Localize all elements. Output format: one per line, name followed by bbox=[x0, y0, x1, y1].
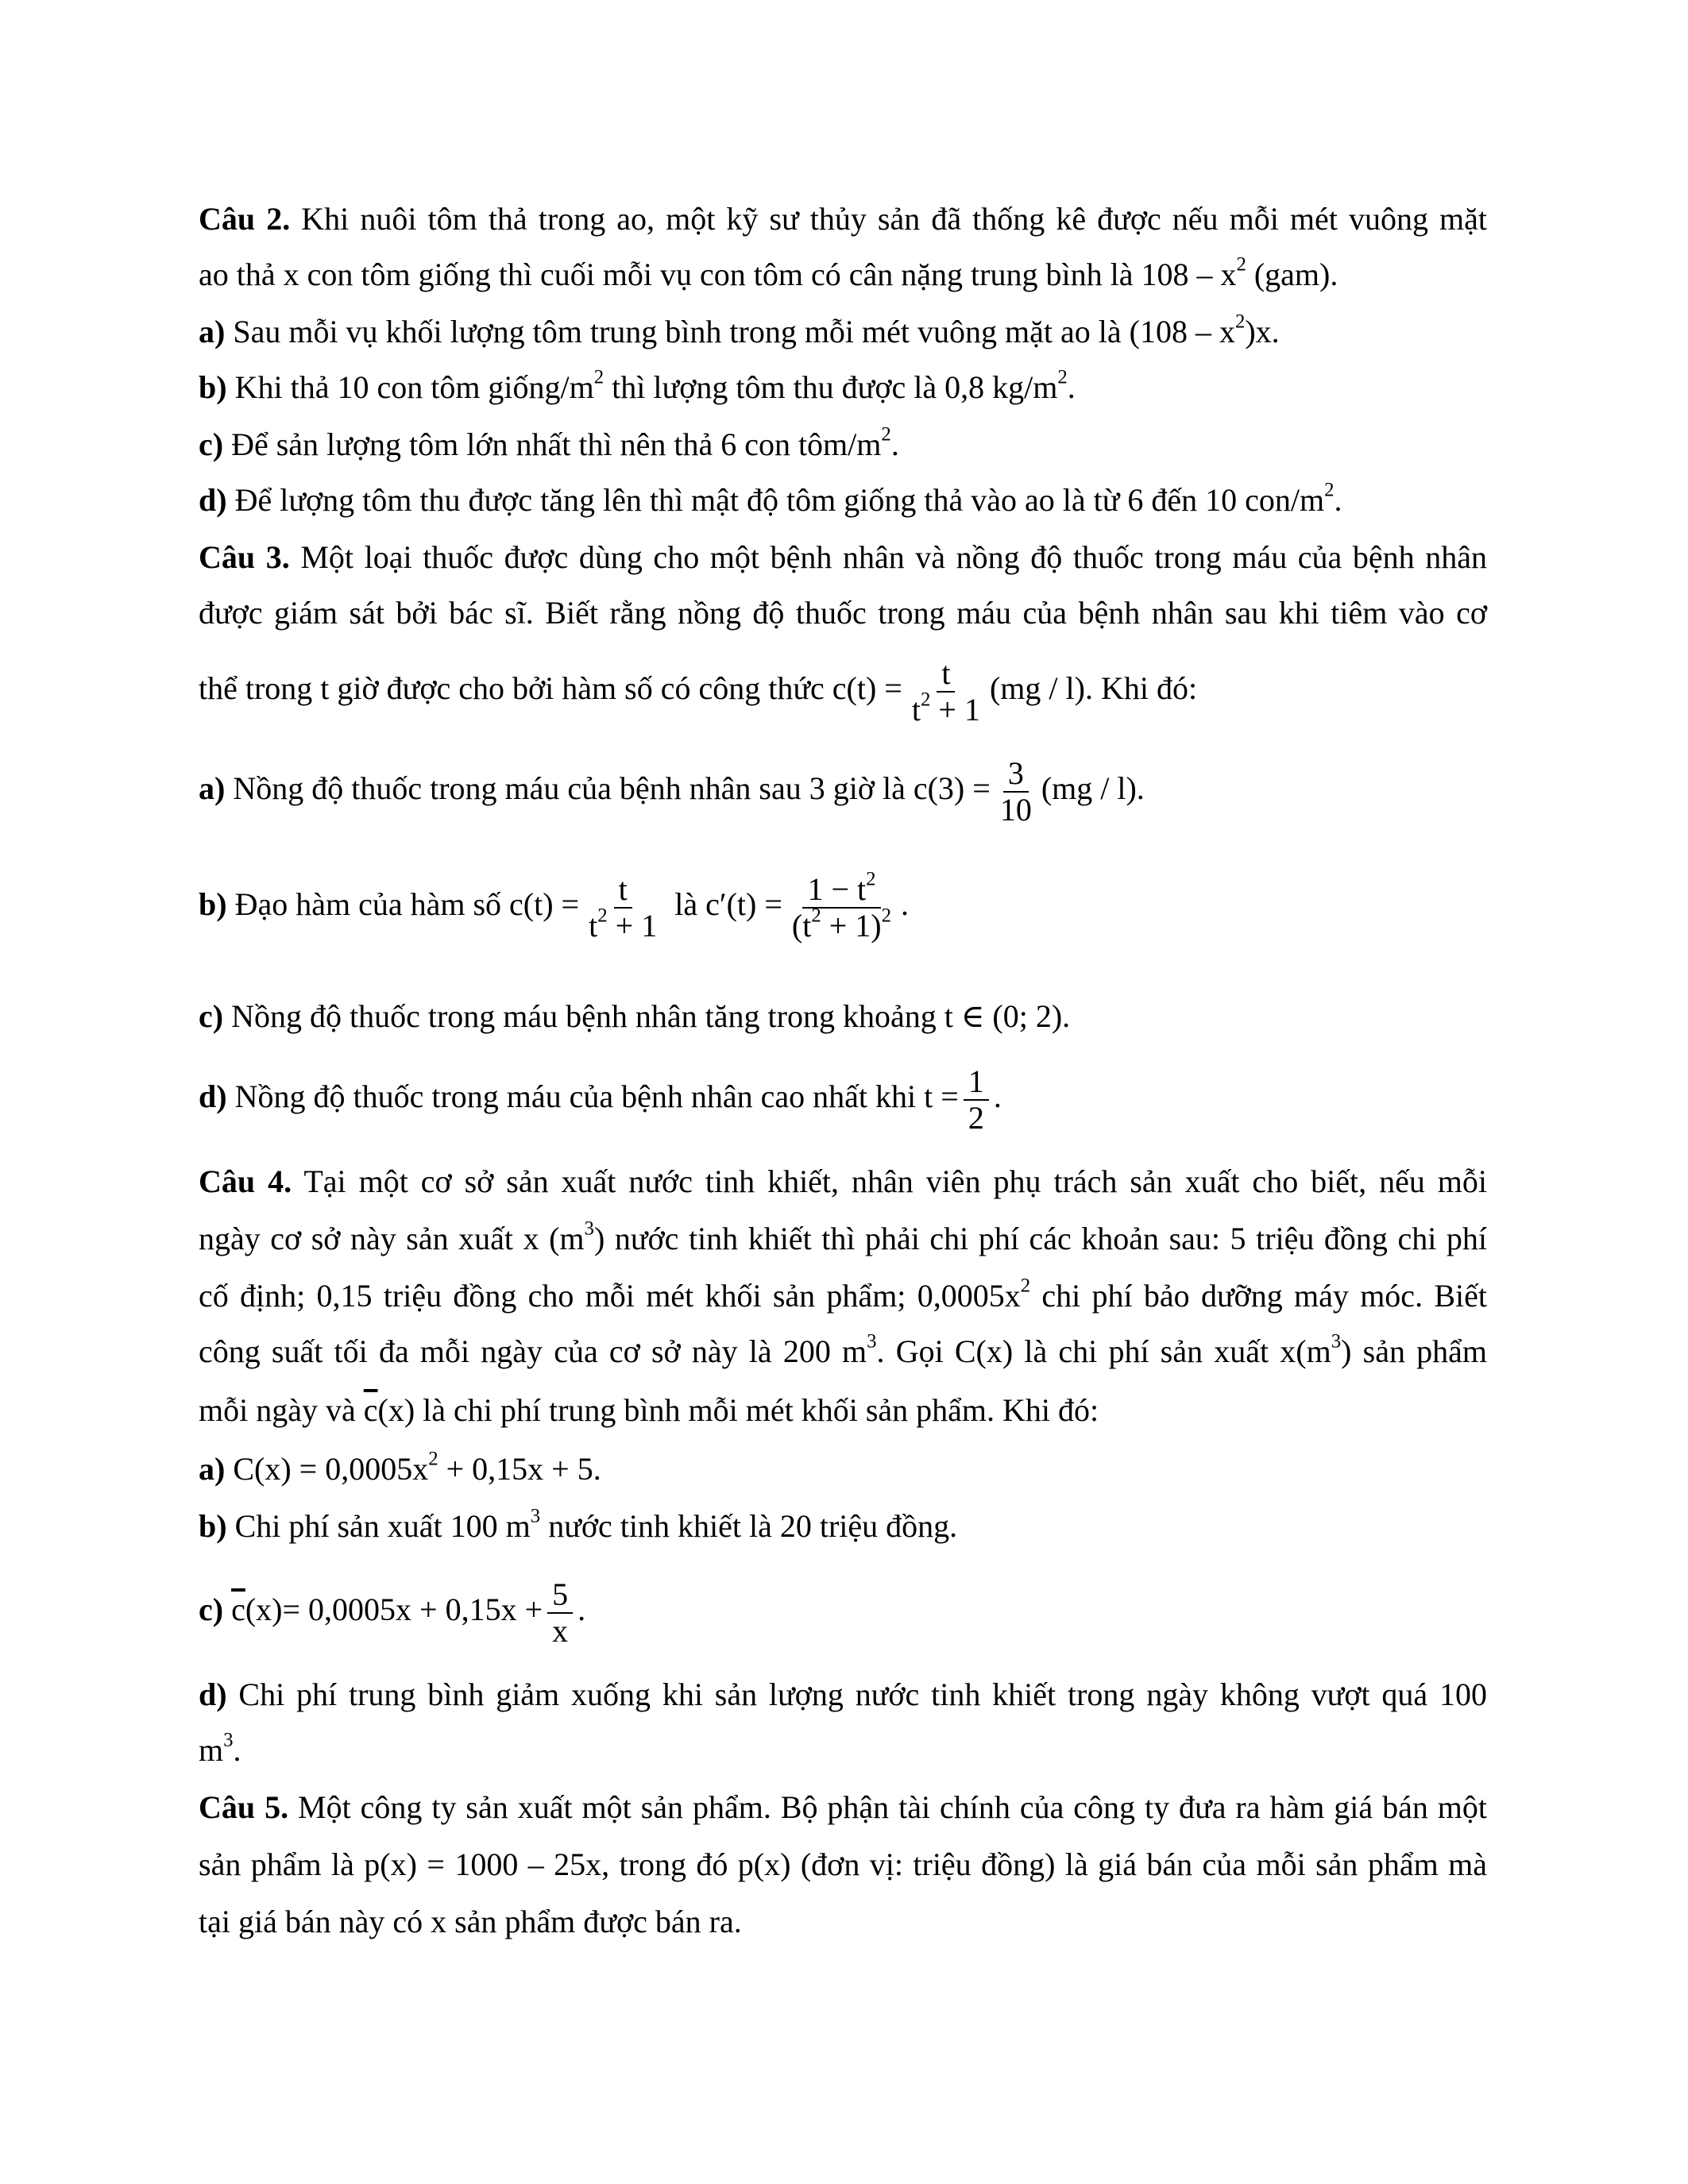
question-label: Câu 4. bbox=[199, 1163, 292, 1199]
c-bar-symbol: $\overline{c}$ bbox=[363, 1392, 378, 1428]
cau3-option-d: d) Nồng độ thuốc trong máu của bệnh nhân cao nhất khi t = $\frac{1}{2}$ . bbox=[199, 1063, 1002, 1136]
cau2-option-c: c) Để sản lượng tôm lớn nhất thì nên thả 6 con tôm/$m^2$. bbox=[199, 423, 899, 462]
cau2-line2: ao thả x con tôm giống thì cuối mỗi vụ con tôm có cân nặng trung bình là $108 - x^2$ (gam). bbox=[199, 253, 1338, 292]
cau4-option-d-line1: d) Chi phí trung bình giảm xuống khi sản lượng nước tinh khiết trong ngày không vượt quá 100 bbox=[199, 1677, 1488, 1712]
question-label: Câu 2. bbox=[199, 201, 291, 237]
question-label: Câu 5. bbox=[199, 1789, 289, 1825]
cau4-option-c: c) $\overline{c}(x)= 0,0005x + 0,15x$ + $\frac{5}{x}$ . bbox=[199, 1576, 586, 1649]
question-label: Câu 3. bbox=[199, 539, 290, 575]
fraction-derivative: $\frac{1 - t^2}{(t^2 + 1)^2}$ bbox=[791, 868, 892, 943]
fraction-5-over-x: $\frac{5}{x}$ bbox=[547, 1577, 573, 1649]
cau3-line2: được giám sát bởi bác sĩ. Biết rằng nồng độ thuốc trong máu của bệnh nhân sau khi tiêm vào cơ bbox=[199, 595, 1487, 631]
cau4-option-a: a) $C(x) = 0,0005x^2 + 0,15x + 5$. bbox=[199, 1448, 601, 1487]
cau4-line3: cố định; 0,15 triệu đồng cho mỗi mét khối sản phẩm; $0,0005x^2$ chi phí bảo dưỡng máy móc. Biết bbox=[199, 1275, 1488, 1314]
cau4-line4: công suất tối đa mỗi ngày của cơ sở này là 200 $m^3$. Gọi C(x) là chi phí sản xuất $x(m^3)$ sản phẩm bbox=[199, 1330, 1487, 1369]
fraction-t-over-t2p1: $\frac{t}{t^2 + 1}$ bbox=[911, 655, 980, 727]
cau2-option-a: a) Sau mỗi vụ khối lượng tôm trung bình trong mỗi mét vuông mặt ao là $(108 - x^2)x$. bbox=[199, 311, 1280, 349]
fraction-1-over-2: $\frac{1}{2}$ bbox=[964, 1064, 989, 1136]
cau3-option-b: b) Đạo hàm của hàm số c(t) = $\frac{t}{t^2 + 1}$ là c′(t) = $\frac{1 - t^2}{(t^2 + 1)^2}$ . bbox=[199, 868, 910, 943]
fraction-3-over-10: $\frac{3}{10}$ bbox=[999, 755, 1032, 828]
formula-c-of-t: c(t) = bbox=[832, 670, 902, 707]
cau4-option-d-line2: $m^3$. bbox=[199, 1729, 241, 1768]
cau3-line1: Câu 3. Một loại thuốc được dùng cho một bệnh nhân và nồng độ thuốc trong máu của bệnh nhân bbox=[199, 539, 1488, 575]
cau3-option-c: c) Nồng độ thuốc trong máu bệnh nhân tăng trong khoảng t ∈ (0; 2). bbox=[199, 998, 1071, 1034]
cau5-line1: Câu 5. Một công ty sản xuất một sản phẩm. Bộ phận tài chính của công ty đưa ra hàm giá bán một bbox=[199, 1789, 1488, 1825]
cau3-option-a: a) Nồng độ thuốc trong máu của bệnh nhân sau 3 giờ là c(3) = $\frac{3}{10}$ (mg / l). bbox=[199, 755, 1145, 828]
cau2-option-d: d) Để lượng tôm thu được tăng lên thì mật độ tôm giống thả vào ao là từ 6 đến 10 con/$m^2$. bbox=[199, 479, 1342, 518]
cau5-line3: tại giá bán này có x sản phẩm được bán ra. bbox=[199, 1904, 742, 1939]
cau2-option-b: b) Khi thả 10 con tôm giống/$m^2$ thì lượng tôm thu được là 0,8 $kg/m^2$. bbox=[199, 366, 1076, 405]
cau2-line1: Câu 2. Khi nuôi tôm thả trong ao, một kỹ sư thủy sản đã thống kê được nếu mỗi mét vuông mặt bbox=[199, 201, 1488, 237]
cau4-option-b: b) Chi phí sản xuất 100 $m^3$ nước tinh khiết là 20 triệu đồng. bbox=[199, 1505, 958, 1544]
cau5-line2: sản phẩm là p(x) = 1000 – 25x, trong đó p(x) (đơn vị: triệu đồng) là giá bán của mỗi sản phẩm mà bbox=[199, 1846, 1487, 1882]
cau4-line5: mỗi ngày và $\overline{c}(x)$ là chi phí trung bình mỗi mét khối sản phẩm. Khi đó: bbox=[199, 1392, 1099, 1428]
cau3-line3: thể trong t giờ được cho bởi hàm số có công thức c(t) = $\frac{t}{t^2 + 1}$ (mg / l). Khi đó: bbox=[199, 655, 1198, 727]
cau4-line2: ngày cơ sở này sản xuất x $(m^3)$ nước tinh khiết thì phải chi phí các khoản sau: 5 triệu đồng chi phí bbox=[199, 1217, 1487, 1256]
cau4-line1: Câu 4. Tại một cơ sở sản xuất nước tinh khiết, nhân viên phụ trách sản xuất cho biết, nếu mỗi bbox=[199, 1163, 1487, 1199]
